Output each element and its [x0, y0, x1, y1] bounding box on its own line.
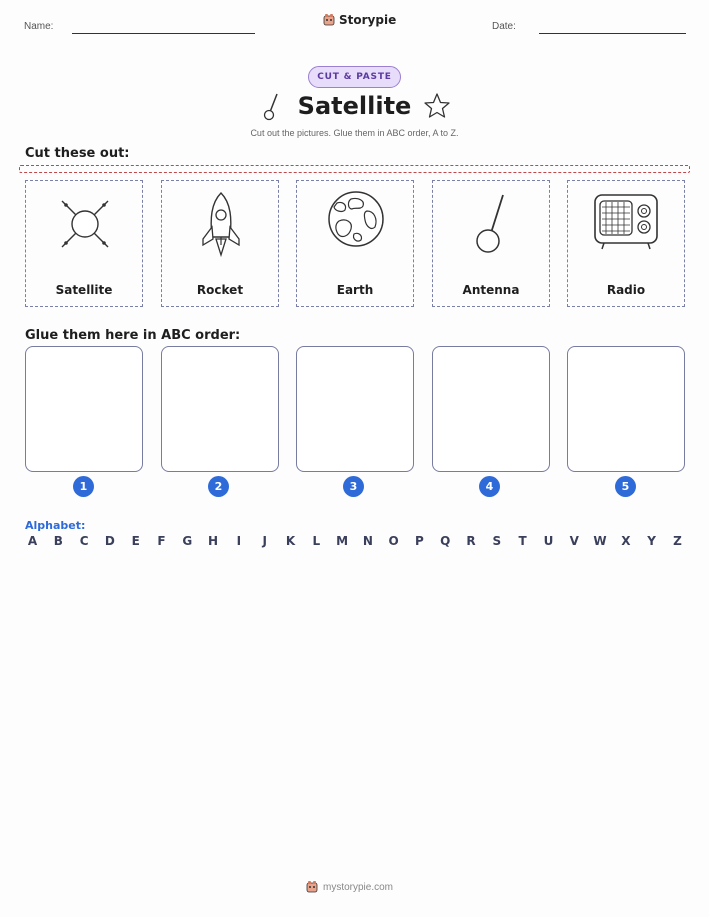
alphabet-letter: J [262, 534, 267, 548]
alphabet-letter: R [466, 534, 476, 548]
alphabet-letter: W [593, 534, 607, 548]
cut-card-earth[interactable] [296, 180, 414, 307]
glue-slot-2[interactable] [161, 346, 279, 472]
cut-section-title: Cut these out: [25, 146, 130, 161]
alphabet-letter: Z [673, 534, 682, 548]
alphabet-letter: B [53, 534, 63, 548]
radio-icon [592, 189, 662, 259]
alphabet-letter: K [285, 534, 296, 548]
cut-paste-badge: CUT & PASTE [308, 66, 401, 88]
cut-card-rocket[interactable] [161, 180, 279, 307]
alphabet-letter: T [518, 534, 527, 548]
card-label: Radio [606, 283, 646, 297]
title-row [0, 90, 709, 124]
alphabet-letter: D [104, 534, 115, 548]
glue-slot-5[interactable] [567, 346, 685, 472]
date-line[interactable] [539, 33, 686, 34]
storypie-mascot-icon [322, 13, 336, 27]
footer [305, 880, 393, 894]
alphabet-title: Alphabet: [25, 519, 86, 532]
alphabet-letter: Q [440, 534, 451, 548]
alphabet-letter: M [336, 534, 349, 548]
storypie-mascot-icon [305, 880, 319, 894]
alphabet-letter: H [208, 534, 219, 548]
slot-number-1: 1 [73, 476, 94, 497]
rocket-icon [186, 189, 256, 259]
alphabet-letter: E [131, 534, 140, 548]
glue-slot-4[interactable] [432, 346, 550, 472]
alphabet-letter: A [27, 534, 38, 548]
alphabet-row [25, 534, 685, 548]
name-label: Name: [24, 21, 54, 32]
star-icon [423, 92, 451, 120]
alphabet-letter: I [236, 534, 242, 548]
instructions: Cut out the pictures. Glue them in ABC order, A to Z. [250, 128, 459, 138]
card-label: Antenna [462, 283, 520, 297]
glue-slot-3[interactable] [296, 346, 414, 472]
slot-number-5: 5 [615, 476, 636, 497]
alphabet-letter: G [182, 534, 193, 548]
alphabet-letter: L [312, 534, 321, 548]
alphabet-letter: N [362, 534, 373, 548]
slot-number-2: 2 [208, 476, 229, 497]
slot-number-3: 3 [343, 476, 364, 497]
brand-name: Storypie [339, 13, 397, 27]
cut-card-radio[interactable] [567, 180, 685, 307]
date-label: Date: [492, 21, 516, 32]
alphabet-letter: Y [647, 534, 656, 548]
glue-slot-1[interactable] [25, 346, 143, 472]
alphabet-letter: F [157, 534, 166, 548]
name-line[interactable] [72, 33, 255, 34]
alphabet-letter: P [415, 534, 424, 548]
cut-card-satellite[interactable] [25, 180, 143, 307]
slot-number-4: 4 [479, 476, 500, 497]
alphabet-letter: C [79, 534, 89, 548]
alphabet-letter: O [388, 534, 399, 548]
cut-card-antenna[interactable] [432, 180, 550, 307]
earth-icon [321, 189, 391, 259]
footer-url[interactable]: mystorypie.com [323, 881, 394, 893]
cut-line [19, 165, 690, 173]
alphabet-letter: U [543, 534, 554, 548]
storypie-logo [322, 13, 396, 27]
alphabet-letter: S [492, 534, 502, 548]
card-label: Satellite [55, 283, 113, 297]
alphabet-letter: V [569, 534, 579, 548]
glue-section-title: Glue them here in ABC order: [25, 328, 241, 343]
card-label: Earth [336, 283, 374, 297]
alphabet-letter: X [621, 534, 631, 548]
satellite-icon [50, 189, 120, 259]
page-title: Satellite [297, 92, 412, 120]
card-label: Rocket [196, 283, 244, 297]
antenna-icon [457, 189, 527, 259]
